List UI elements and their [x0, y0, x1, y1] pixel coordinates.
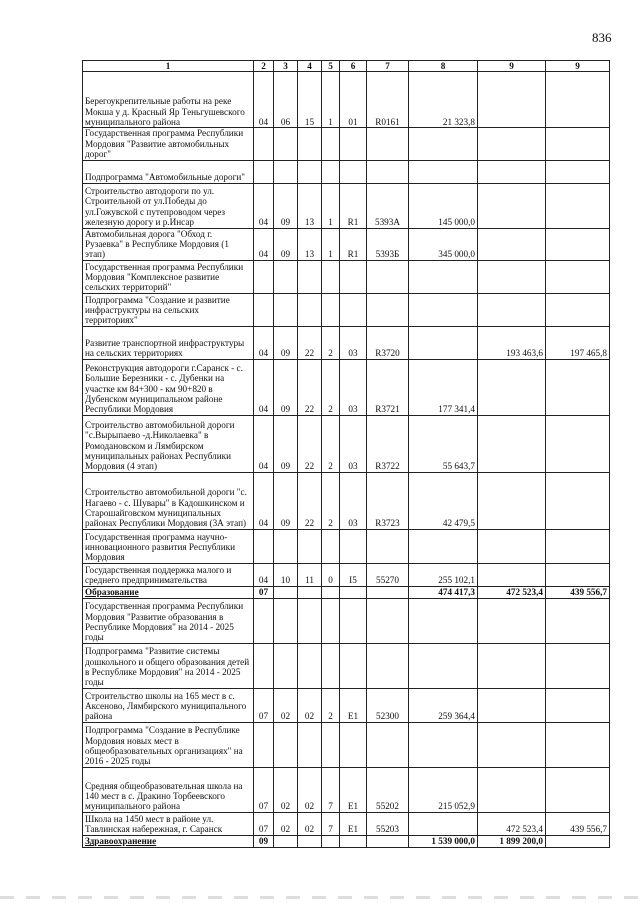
- code-cell: 10: [274, 563, 298, 586]
- amount-cell: [478, 183, 546, 228]
- code-cell: [298, 160, 322, 183]
- amount-cell: [409, 326, 478, 359]
- amount-cell: [546, 767, 610, 812]
- amount-cell: [409, 643, 478, 688]
- code-cell: [298, 722, 322, 767]
- amount-cell: 1 539 000,0: [409, 835, 478, 847]
- code-cell: 09: [274, 183, 298, 228]
- code-cell: 04: [254, 183, 274, 228]
- table-row: [83, 563, 610, 586]
- code-cell: 09: [274, 326, 298, 359]
- code-cell: [322, 835, 340, 847]
- code-cell: 06: [274, 72, 298, 128]
- code-cell: [367, 835, 409, 847]
- code-cell: R1: [340, 183, 367, 228]
- code-cell: [340, 835, 367, 847]
- row-name-cell: Реконструкция автодороги г.Саранск - с. Большие Березники - с. Дубенки на участке км 84+300 - км 90+820 в Дубенском муниципальном районе Республики Мордовия: [83, 359, 254, 415]
- code-cell: 1: [322, 72, 340, 128]
- amount-cell: 42 479,5: [409, 472, 478, 529]
- amount-cell: [546, 128, 610, 160]
- amount-cell: [409, 812, 478, 835]
- code-cell: 02: [274, 812, 298, 835]
- code-cell: I5: [340, 563, 367, 586]
- code-cell: [274, 529, 298, 563]
- table-row: [83, 293, 610, 326]
- amount-cell: [478, 688, 546, 722]
- budget-table: [82, 60, 610, 848]
- row-name-cell: Подпрограмма "Автомобильные дороги": [83, 160, 254, 183]
- code-cell: [274, 128, 298, 160]
- code-cell: 7: [322, 767, 340, 812]
- code-cell: [254, 598, 274, 643]
- code-cell: 03: [340, 326, 367, 359]
- code-cell: [367, 643, 409, 688]
- code-cell: 09: [274, 415, 298, 472]
- code-cell: 2: [322, 472, 340, 529]
- amount-cell: 472 523,4: [478, 586, 546, 598]
- column-header: 6: [340, 61, 367, 72]
- section-row: [83, 586, 610, 598]
- code-cell: E1: [340, 688, 367, 722]
- code-cell: 03: [340, 472, 367, 529]
- code-cell: [274, 722, 298, 767]
- amount-cell: [546, 72, 610, 128]
- table-row: [83, 722, 610, 767]
- table-row: [83, 326, 610, 359]
- code-cell: [340, 529, 367, 563]
- amount-cell: 259 364,4: [409, 688, 478, 722]
- code-cell: [367, 293, 409, 326]
- code-cell: [298, 260, 322, 293]
- code-cell: 2: [322, 326, 340, 359]
- code-cell: [340, 598, 367, 643]
- column-header: 2: [254, 61, 274, 72]
- row-name-cell: Здравоохранение: [83, 835, 254, 847]
- code-cell: 02: [298, 688, 322, 722]
- code-cell: 1: [322, 183, 340, 228]
- code-cell: 04: [254, 228, 274, 260]
- code-cell: 09: [254, 835, 274, 847]
- code-cell: [322, 260, 340, 293]
- code-cell: [340, 722, 367, 767]
- row-name-cell: Государственная программа Республики Мордовия "Развитие автомобильных дорог": [83, 128, 254, 160]
- amount-cell: [546, 415, 610, 472]
- code-cell: [274, 160, 298, 183]
- code-cell: [340, 160, 367, 183]
- code-cell: 2: [322, 688, 340, 722]
- code-cell: 13: [298, 228, 322, 260]
- row-name-cell: Государственная поддержка малого и среднего предпринимательства: [83, 563, 254, 586]
- amount-cell: [546, 183, 610, 228]
- amount-cell: [546, 359, 610, 415]
- code-cell: 09: [274, 228, 298, 260]
- code-cell: 55270: [367, 563, 409, 586]
- column-header: 8: [409, 61, 478, 72]
- code-cell: [298, 128, 322, 160]
- code-cell: [298, 586, 322, 598]
- code-cell: [298, 529, 322, 563]
- code-cell: [322, 598, 340, 643]
- code-cell: 2: [322, 359, 340, 415]
- code-cell: 22: [298, 326, 322, 359]
- amount-cell: [546, 160, 610, 183]
- code-cell: 04: [254, 72, 274, 128]
- code-cell: 04: [254, 415, 274, 472]
- amount-cell: [546, 835, 610, 847]
- code-cell: [274, 598, 298, 643]
- amount-cell: 197 465,8: [546, 326, 610, 359]
- row-name-cell: Подпрограмма "Создание и развитие инфраструктуры на сельских территориях": [83, 293, 254, 326]
- amount-cell: [478, 767, 546, 812]
- code-cell: E1: [340, 767, 367, 812]
- row-name-cell: Автомобильная дорога "Обход г. Рузаевка" в Республике Мордовия (1 этап): [83, 228, 254, 260]
- code-cell: [274, 835, 298, 847]
- amount-cell: 55 643,7: [409, 415, 478, 472]
- code-cell: 02: [274, 688, 298, 722]
- table-row: [83, 228, 610, 260]
- code-cell: [298, 835, 322, 847]
- code-cell: 55203: [367, 812, 409, 835]
- code-cell: 0: [322, 563, 340, 586]
- code-cell: [274, 260, 298, 293]
- amount-cell: [478, 160, 546, 183]
- column-header: 3: [274, 61, 298, 72]
- table-row: [83, 472, 610, 529]
- amount-cell: [478, 228, 546, 260]
- code-cell: 03: [340, 359, 367, 415]
- code-cell: 22: [298, 472, 322, 529]
- code-cell: 11: [298, 563, 322, 586]
- amount-cell: 145 000,0: [409, 183, 478, 228]
- amount-cell: 215 052,9: [409, 767, 478, 812]
- table-row: [83, 767, 610, 812]
- code-cell: R3723: [367, 472, 409, 529]
- amount-cell: [478, 128, 546, 160]
- code-cell: [367, 598, 409, 643]
- row-name-cell: Строительство автодороги по ул. Строительной от ул.Победы до ул.Гожувской с путепроводом через железную дорогу и р.Инсар: [83, 183, 254, 228]
- code-cell: [340, 586, 367, 598]
- code-cell: [340, 643, 367, 688]
- table-row: [83, 183, 610, 228]
- code-cell: [322, 722, 340, 767]
- table-row: [83, 415, 610, 472]
- amount-cell: [546, 688, 610, 722]
- section-row: [83, 835, 610, 847]
- amount-cell: 345 000,0: [409, 228, 478, 260]
- code-cell: R3721: [367, 359, 409, 415]
- amount-cell: [546, 228, 610, 260]
- amount-cell: [478, 260, 546, 293]
- column-header: 1: [83, 61, 254, 72]
- amount-cell: [546, 529, 610, 563]
- code-cell: [340, 260, 367, 293]
- amount-cell: [478, 643, 546, 688]
- code-cell: [322, 586, 340, 598]
- amount-cell: [478, 598, 546, 643]
- code-cell: [254, 128, 274, 160]
- amount-cell: [478, 293, 546, 326]
- code-cell: 55202: [367, 767, 409, 812]
- table-row: [83, 160, 610, 183]
- amount-cell: 472 523,4: [478, 812, 546, 835]
- code-cell: 07: [254, 812, 274, 835]
- amount-cell: 439 556,7: [546, 812, 610, 835]
- column-header: 9: [478, 61, 546, 72]
- row-name-cell: Берегоукрепительные работы на реке Мокша у д. Красный Яр Теньгушевского муниципального района: [83, 72, 254, 128]
- code-cell: [367, 529, 409, 563]
- code-cell: [274, 293, 298, 326]
- column-header: 7: [367, 61, 409, 72]
- code-cell: [274, 643, 298, 688]
- table-row: [83, 529, 610, 563]
- amount-cell: [409, 598, 478, 643]
- amount-cell: [546, 293, 610, 326]
- code-cell: 09: [274, 472, 298, 529]
- table-row: [83, 359, 610, 415]
- amount-cell: [409, 722, 478, 767]
- amount-cell: 177 341,4: [409, 359, 478, 415]
- table-row: [83, 128, 610, 160]
- code-cell: 7: [322, 812, 340, 835]
- row-name-cell: Образование: [83, 586, 254, 598]
- code-cell: 04: [254, 563, 274, 586]
- code-cell: 13: [298, 183, 322, 228]
- code-cell: [367, 722, 409, 767]
- amount-cell: [546, 598, 610, 643]
- code-cell: [322, 643, 340, 688]
- code-cell: [322, 160, 340, 183]
- code-cell: 09: [274, 359, 298, 415]
- column-header: 5: [322, 61, 340, 72]
- table-row: [83, 812, 610, 835]
- row-name-cell: Школа на 1450 мест в районе ул. Тавлинская набережная, г. Саранск: [83, 812, 254, 835]
- table-row: [83, 598, 610, 643]
- code-cell: [298, 598, 322, 643]
- code-cell: 22: [298, 415, 322, 472]
- code-cell: [322, 529, 340, 563]
- code-cell: 07: [254, 586, 274, 598]
- row-name-cell: Строительство школы на 165 мест в с. Аксеново, Лямбирского муниципального района: [83, 688, 254, 722]
- amount-cell: [478, 472, 546, 529]
- scan-edge-noise: [0, 896, 640, 899]
- amount-cell: [409, 529, 478, 563]
- amount-cell: [546, 563, 610, 586]
- code-cell: [274, 586, 298, 598]
- code-cell: [340, 128, 367, 160]
- row-name-cell: Подпрограмма "Создание в Республике Мордовия новых мест в общеобразовательных организациях" на 2016 - 2025 годы: [83, 722, 254, 767]
- code-cell: [254, 160, 274, 183]
- amount-cell: 474 417,3: [409, 586, 478, 598]
- code-cell: [367, 260, 409, 293]
- amount-cell: [478, 359, 546, 415]
- code-cell: 01: [340, 72, 367, 128]
- code-cell: [298, 293, 322, 326]
- code-cell: [322, 128, 340, 160]
- code-cell: R0161: [367, 72, 409, 128]
- code-cell: 5393А: [367, 183, 409, 228]
- code-cell: [322, 293, 340, 326]
- code-cell: E1: [340, 812, 367, 835]
- amount-cell: 439 556,7: [546, 586, 610, 598]
- column-header: 4: [298, 61, 322, 72]
- code-cell: 02: [274, 767, 298, 812]
- code-cell: [254, 722, 274, 767]
- code-cell: [340, 293, 367, 326]
- row-name-cell: Государственная программа Республики Мордовия "Развитие образования в Республике Мордовия" на 2014 - 2025 годы: [83, 598, 254, 643]
- amount-cell: 1 899 200,0: [478, 835, 546, 847]
- row-name-cell: Государственная программа научно-инновационного развития Республики Мордовия: [83, 529, 254, 563]
- code-cell: 07: [254, 688, 274, 722]
- code-cell: [254, 529, 274, 563]
- code-cell: 02: [298, 767, 322, 812]
- code-cell: [254, 260, 274, 293]
- code-cell: 22: [298, 359, 322, 415]
- code-cell: 02: [298, 812, 322, 835]
- row-name-cell: Средняя общеобразовательная школа на 140 мест в с. Дракино Торбеевского муниципального района: [83, 767, 254, 812]
- table-body: [83, 72, 610, 847]
- amount-cell: [546, 260, 610, 293]
- column-header: 9: [546, 61, 610, 72]
- amount-cell: 255 102,1: [409, 563, 478, 586]
- code-cell: 2: [322, 415, 340, 472]
- amount-cell: [546, 472, 610, 529]
- amount-cell: [409, 293, 478, 326]
- amount-cell: 21 323,8: [409, 72, 478, 128]
- amount-cell: [546, 643, 610, 688]
- code-cell: 04: [254, 359, 274, 415]
- code-cell: R3720: [367, 326, 409, 359]
- amount-cell: [546, 722, 610, 767]
- code-cell: 1: [322, 228, 340, 260]
- amount-cell: [409, 160, 478, 183]
- row-name-cell: Строительство автомобильной дороги "с. Нагаево - с. Шувары" в Кадошкинском и Старошайговском муниципальных районах Республики Мордовия (3А этап): [83, 472, 254, 529]
- row-name-cell: Государственная программа Республики Мордовия "Комплексное развитие сельских территорий": [83, 260, 254, 293]
- amount-cell: [478, 72, 546, 128]
- amount-cell: [478, 415, 546, 472]
- code-cell: 52300: [367, 688, 409, 722]
- row-name-cell: Строительство автомобильной дороги "с.Вырыпаево -д.Николаевка" в Ромодановском и Лямбирском муниципальных районах Республики Мордовия (4 этап): [83, 415, 254, 472]
- code-cell: 03: [340, 415, 367, 472]
- code-cell: [367, 128, 409, 160]
- code-cell: R1: [340, 228, 367, 260]
- amount-cell: [478, 529, 546, 563]
- code-cell: 07: [254, 767, 274, 812]
- table-row: [83, 72, 610, 128]
- header-row: [83, 61, 610, 72]
- amount-cell: 193 463,6: [478, 326, 546, 359]
- table-row: [83, 688, 610, 722]
- code-cell: 04: [254, 472, 274, 529]
- table-row: [83, 260, 610, 293]
- code-cell: 04: [254, 326, 274, 359]
- table-row: [83, 643, 610, 688]
- code-cell: R3722: [367, 415, 409, 472]
- code-cell: [367, 160, 409, 183]
- amount-cell: [409, 128, 478, 160]
- code-cell: 15: [298, 72, 322, 128]
- row-name-cell: Подпрограмма "Развитие системы дошкольного и общего образования детей в Республике Мордовия" на 2014 - 2025 годы: [83, 643, 254, 688]
- code-cell: 5393Б: [367, 228, 409, 260]
- amount-cell: [478, 563, 546, 586]
- code-cell: [254, 293, 274, 326]
- row-name-cell: Развитие транспортной инфраструктуры на сельских территориях: [83, 326, 254, 359]
- code-cell: [254, 643, 274, 688]
- code-cell: [298, 643, 322, 688]
- code-cell: [367, 586, 409, 598]
- page-number: 836: [592, 30, 612, 45]
- amount-cell: [409, 260, 478, 293]
- amount-cell: [478, 722, 546, 767]
